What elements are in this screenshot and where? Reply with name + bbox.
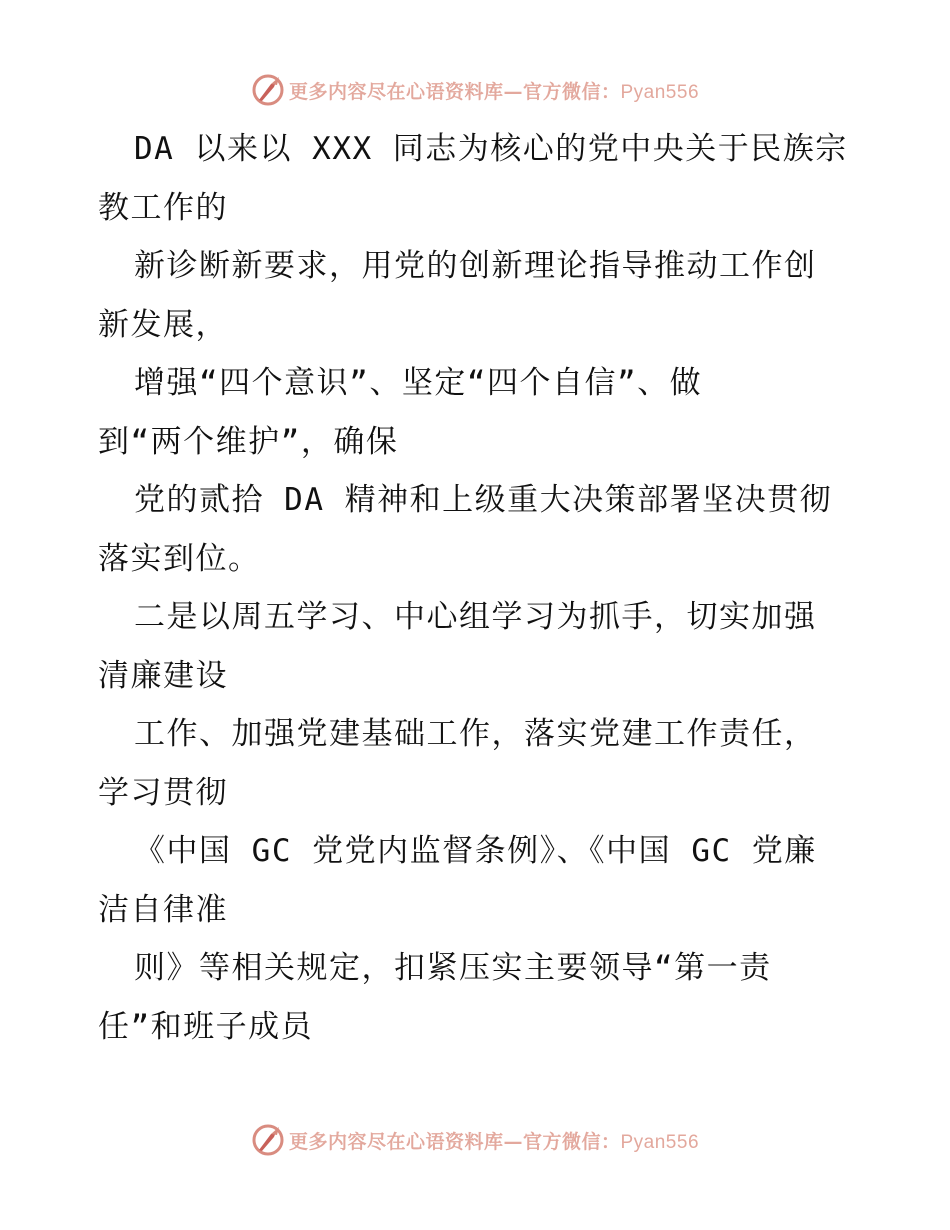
text-line: 党的贰拾 DA 精神和上级重大决策部署坚决贯彻 — [134, 482, 833, 518]
footer-banner — [0, 1120, 950, 1160]
text-line: 工作、加强党建基础工作，落实党建工作责任， — [134, 716, 817, 752]
text-line: 《中国 GC 党党内监督条例》、《中国 GC 党廉 — [134, 833, 817, 869]
text-line: DA 以来以 XXX 同志为核心的党中央关于民族宗 — [134, 131, 848, 167]
banner-text: 更多内容尽在心语资料库—官方微信：Pyan556 — [288, 80, 700, 103]
text-line: 洁自律准 — [98, 891, 228, 928]
text-line: 增强“四个意识”、坚定“四个自信”、做 — [134, 365, 703, 401]
wechat-id: Pyan556 — [620, 81, 700, 103]
text-line: 则》等相关规定，扣紧压实主要领导“第一责 — [134, 950, 772, 986]
banner-text: 更多内容尽在心语资料库—官方微信：Pyan556 — [288, 1130, 700, 1153]
text-line: 落实到位。 — [98, 540, 261, 577]
wechat-id: Pyan556 — [620, 1131, 700, 1153]
text-line: 到“两个维护”，确保 — [98, 423, 399, 460]
document-body — [98, 120, 858, 1056]
header-banner — [0, 70, 950, 110]
text-line: 新诊断新要求，用党的创新理论指导推动工作创 — [134, 248, 817, 284]
text-line: 新发展， — [98, 306, 228, 343]
quill-logo-icon — [251, 1123, 285, 1157]
text-line: 清廉建设 — [98, 657, 228, 694]
text-line: 二是以周五学习、中心组学习为抓手，切实加强 — [134, 599, 817, 635]
text-line: 学习贯彻 — [98, 774, 228, 811]
text-line: 任”和班子成员 — [98, 1008, 314, 1045]
quill-logo-icon — [251, 73, 285, 107]
text-line: 教工作的 — [98, 189, 228, 226]
